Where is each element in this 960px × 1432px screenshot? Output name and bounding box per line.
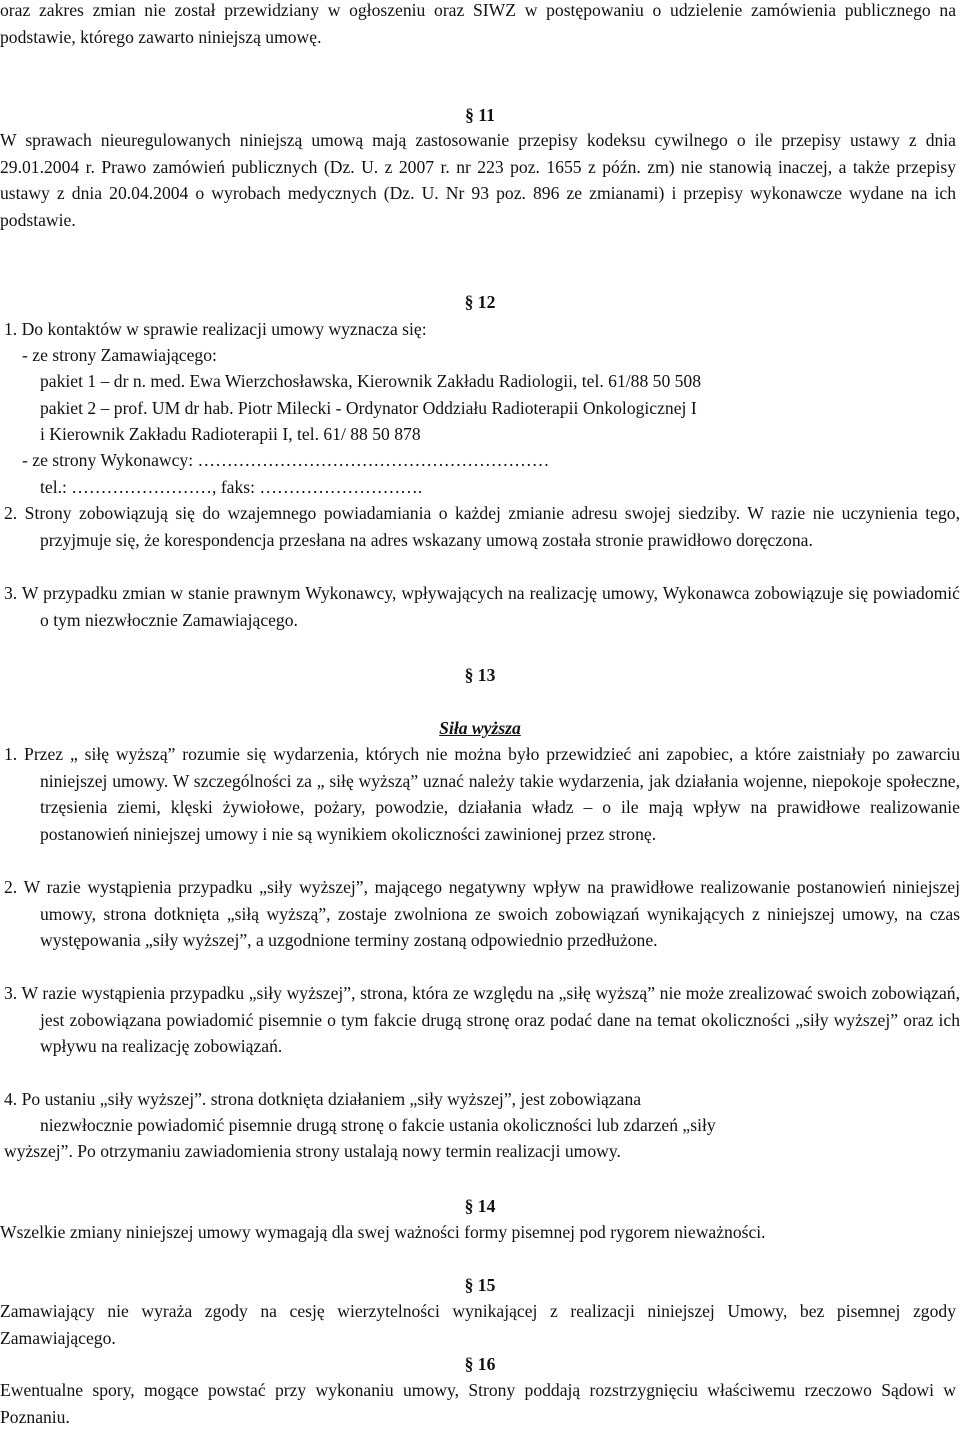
contact-zamawiajacy-label: - ze strony Zamawiającego:: [22, 345, 217, 365]
section-12-item-3: 3. W przypadku zmian w stanie prawnym Wykonawcy, wpływających na realizację umowy, Wykonawca zobowiązuje się powiadomić o tym niezwłocznie Zamawiającego.: [4, 583, 960, 630]
section-13-item-1: 1. Przez „ siłę wyższą” rozumie się wydarzenia, których nie można było przewidzieć ani zapobiec, a które zaistniały po zawarciu niniejszej umowy. W szczególności za „ siłę wyższą” uznać należy takie wydarzenia, jak działania wojenne, niepokoje społeczne, trzęsienia ziemi, klęski żywiołowe, pożary, powodzie, działania władz – o ile mają wpływ na prawidłowe realizowanie postanowień niniejszej umowy i nie są wynikiem okoliczności zawinionej przez stronę.: [4, 744, 960, 844]
section-13-item-4-line-3: wyższej”. Po otrzymaniu zawiadomienia strony ustalają nowy termin realizacji umowy.: [4, 1141, 621, 1161]
section-12-item-1-intro: 1. Do kontaktów w sprawie realizacji umowy wyznacza się:: [4, 319, 427, 339]
section-13-item-4-line-1: 4. Po ustaniu „siły wyższej”. strona dotknięta działaniem „siły wyższej”, jest zobowiązana: [4, 1089, 642, 1109]
section-12-heading: § 12: [464, 292, 496, 312]
section-15-paragraph: Zamawiający nie wyraża zgody na cesję wierzytelności wynikającej z realizacji niniejszej Umowy, bez pisemnej zgody Zamawiającego.: [0, 1301, 956, 1348]
section-14-paragraph: Wszelkie zmiany niniejszej umowy wymagają dla swej ważności formy pisemnej pod rygorem nieważności.: [0, 1222, 766, 1242]
section-16-heading: § 16: [464, 1354, 496, 1374]
section-13-item-3: 3. W razie wystąpienia przypadku „siły wyższej”, strona, która ze względu na „siłę wyższą” nie może zrealizować swoich zobowiązań, jest zobowiązana powiadomić pisemnie o tym fakcie drugą stronę oraz podać dane na temat okoliczności „siły wyższej” oraz ich wpływu na realizację zobowiązań.: [4, 983, 960, 1056]
contact-pakiet-2-line-1: pakiet 2 – prof. UM dr hab. Piotr Milecki - Ordynator Oddziału Radioterapii Onkologicznej I: [40, 398, 697, 418]
section-11-heading: § 11: [465, 105, 495, 125]
intro-paragraph: oraz zakres zmian nie został przewidziany w ogłoszeniu oraz SIWZ w postępowaniu o udzielenie zamówienia publicznego na podstawie, którego zawarto niniejszą umowę.: [0, 0, 956, 47]
section-13-title: Siła wyższa: [439, 718, 521, 738]
contact-wykonawca-tel-fax: tel.: ……………………, faks: ……………………….: [40, 477, 423, 497]
section-13-heading: § 13: [464, 665, 496, 685]
section-15-heading: § 15: [464, 1275, 496, 1295]
section-13-item-2: 2. W razie wystąpienia przypadku „siły wyższej”, mającego negatywny wpływ na prawidłowe realizowanie postanowień niniejszej umowy, strona dotknięta „siłą wyższą”, zostaje zwolniona ze swoich zobowiązań wynikających z niniejszej umowy, na czas występowania „siły wyższej”, a uzgodnione terminy zostaną odpowiednio przedłużone.: [4, 877, 960, 950]
section-14-heading: § 14: [464, 1196, 496, 1216]
section-16-paragraph: Ewentualne spory, mogące powstać przy wykonaniu umowy, Strony poddają rozstrzygnięciu właściwemu rzeczowo Sądowi w Poznaniu.: [0, 1380, 956, 1427]
section-11-paragraph: W sprawach nieuregulowanych niniejszą umową mają zastosowanie przepisy kodeksu cywilnego o ile przepisy ustawy z dnia 29.01.2004 r. Prawo zamówień publicznych (Dz. U. z 2007 r. nr 223 poz. 1655 z późn. zm) nie stanowią inaczej, a także przepisy ustawy z dnia 20.04.2004 o wyrobach medycznych (Dz. U. Nr 93 poz. 896 ze zmianami) i przepisy wykonawcze wydane na ich podstawie.: [0, 130, 956, 230]
section-13-title-wrap: [0, 715, 960, 742]
contact-wykonawca-label: - ze strony Wykonawcy: ……………………………………………………: [22, 450, 550, 470]
contact-pakiet-2-line-2: i Kierownik Zakładu Radioterapii I, tel. 61/ 88 50 878: [40, 424, 421, 444]
contact-pakiet-1: pakiet 1 – dr n. med. Ewa Wierzchosławska, Kierownik Zakładu Radiologii, tel. 61/88 50 508: [40, 371, 702, 391]
section-13-item-4-line-2: niezwłocznie powiadomić pisemnie drugą stronę o fakcie ustania okoliczności lub zdarzeń „siły: [40, 1115, 716, 1135]
section-12-item-2: 2. Strony zobowiązują się do wzajemnego powiadamiania o każdej zmianie adresu swojej siedziby. W razie nie uczynienia tego, przyjmuje się, że korespondencja przesłana na adres wskazany umową została stronie prawidłowo doręczona.: [4, 503, 960, 550]
